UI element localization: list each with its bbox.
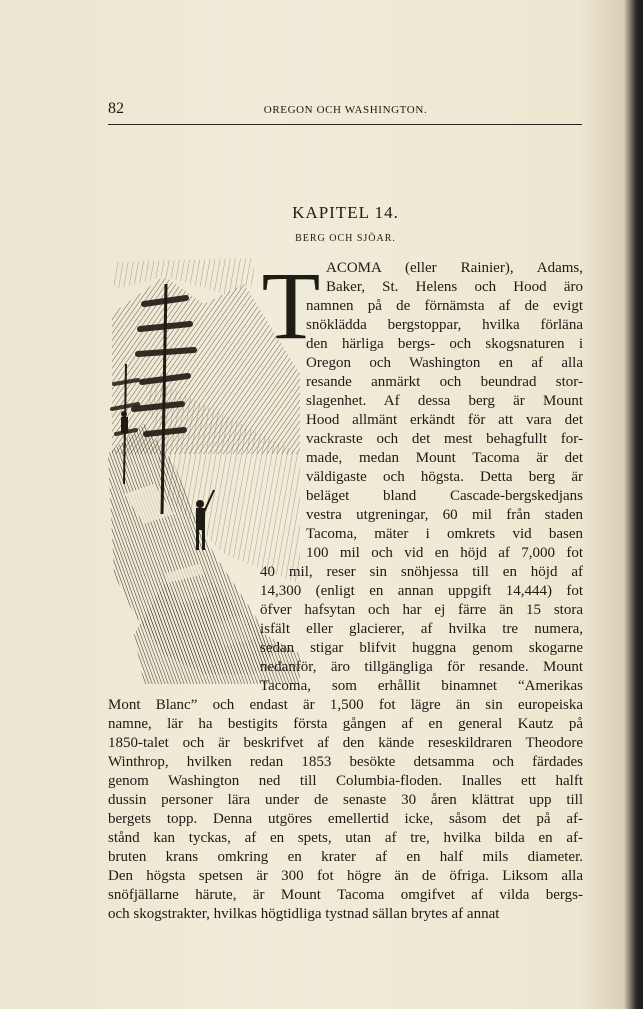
text-line: Tacoma, mäter i omkrets vid basen	[306, 526, 583, 542]
text-line: 100 mil och vid en höjd af 7,000 fot	[306, 545, 583, 561]
text-line: slagenhet. Af dessa berg är Mount	[306, 393, 583, 409]
text-line: snöklädda bergstoppar, hvilka förläna	[306, 317, 583, 333]
text-line: Den högsta spetsen är 300 fot högre än de öfriga. Liksom alla	[108, 868, 583, 884]
text-line: namnen på de förnämsta af de evigt	[306, 298, 583, 314]
text-line: Hood allmänt erkändt för att vara det	[306, 412, 583, 428]
text-line: 40 mil, reser sin snöhjessa till en höjd af	[260, 564, 583, 580]
running-head: OREGON OCH WASHINGTON.	[263, 104, 428, 116]
text-line: genom Washington ned till Columbia-floden. Inalles ett halft	[108, 773, 583, 789]
drop-cap: T	[261, 252, 321, 359]
text-line: Winthrop, hvilken redan 1853 besökte detsamma och färdades	[108, 754, 583, 770]
text-line: och skogstrakter, hvilkas högtidliga tystnad sällan brytes af annat	[108, 906, 500, 922]
text-line: beläget bland Cascade-bergskedjans	[306, 488, 583, 504]
text-line: Oregon och Washington en af alla	[306, 355, 583, 371]
text-line: väldigaste och högsta. Detta berg är	[306, 469, 583, 485]
text-line: namne, lär ha bestigits första gången af en general Kautz på	[108, 716, 583, 732]
text-line: ACOMA (eller Rainier), Adams,	[326, 260, 583, 276]
text-line: vestra utgreningar, 60 mil från staden	[306, 507, 583, 523]
text-line: made, medan Mount Tacoma är det	[306, 450, 583, 466]
text-line: stånd kan tyckas, af en spets, utan af tre, hvilka bilda en af-	[108, 830, 583, 846]
text-line: nedanför, äro tillgängliga för resande. Mount	[260, 659, 583, 675]
text-line: bruten krans omkring en krater af en half mils diameter.	[108, 849, 583, 865]
text-line: 14,300 (enligt en annan uppgift 14,444) fot	[260, 583, 583, 599]
text-line: Mont Blanc” och endast är 1,500 fot lägre än sin europeiska	[108, 697, 583, 713]
text-line: sedan stigar blifvit huggna genom skogarne	[260, 640, 583, 656]
page-number: 82	[108, 100, 124, 117]
text-line: bergets topp. Denna utgöres emellertid icke, såsom det på af-	[108, 811, 583, 827]
text-line: snöfjällarne härute, är Mount Tacoma omgifvet af vilda bergs-	[108, 887, 583, 903]
text-line: resande anmärkt och beundrad stor-	[306, 374, 583, 390]
chapter-title: KAPITEL 14.	[292, 203, 399, 222]
chapter-subtitle: BERG OCH SJÖAR.	[295, 233, 396, 244]
text-line: Tacoma, som erhållit binamnet “Amerikas	[260, 678, 583, 694]
text-line: 1850-talet och är beskrifvet af den kände reseskildraren Theodore	[108, 735, 583, 751]
text-line: vackraste och det mest behagfullt for-	[306, 431, 583, 447]
text-line: isfält eller glacierer, af hvilka tre numera,	[260, 621, 583, 637]
text-line: dussin personer lära under de senaste 30 åren klättrat upp till	[108, 792, 583, 808]
text-line: öfver hafsytan och har ej färre än 15 stora	[260, 602, 583, 618]
text-line: den härliga bergs- och skogsnaturen i	[306, 336, 583, 352]
text-line: Baker, St. Helens och Hood äro	[326, 279, 583, 295]
